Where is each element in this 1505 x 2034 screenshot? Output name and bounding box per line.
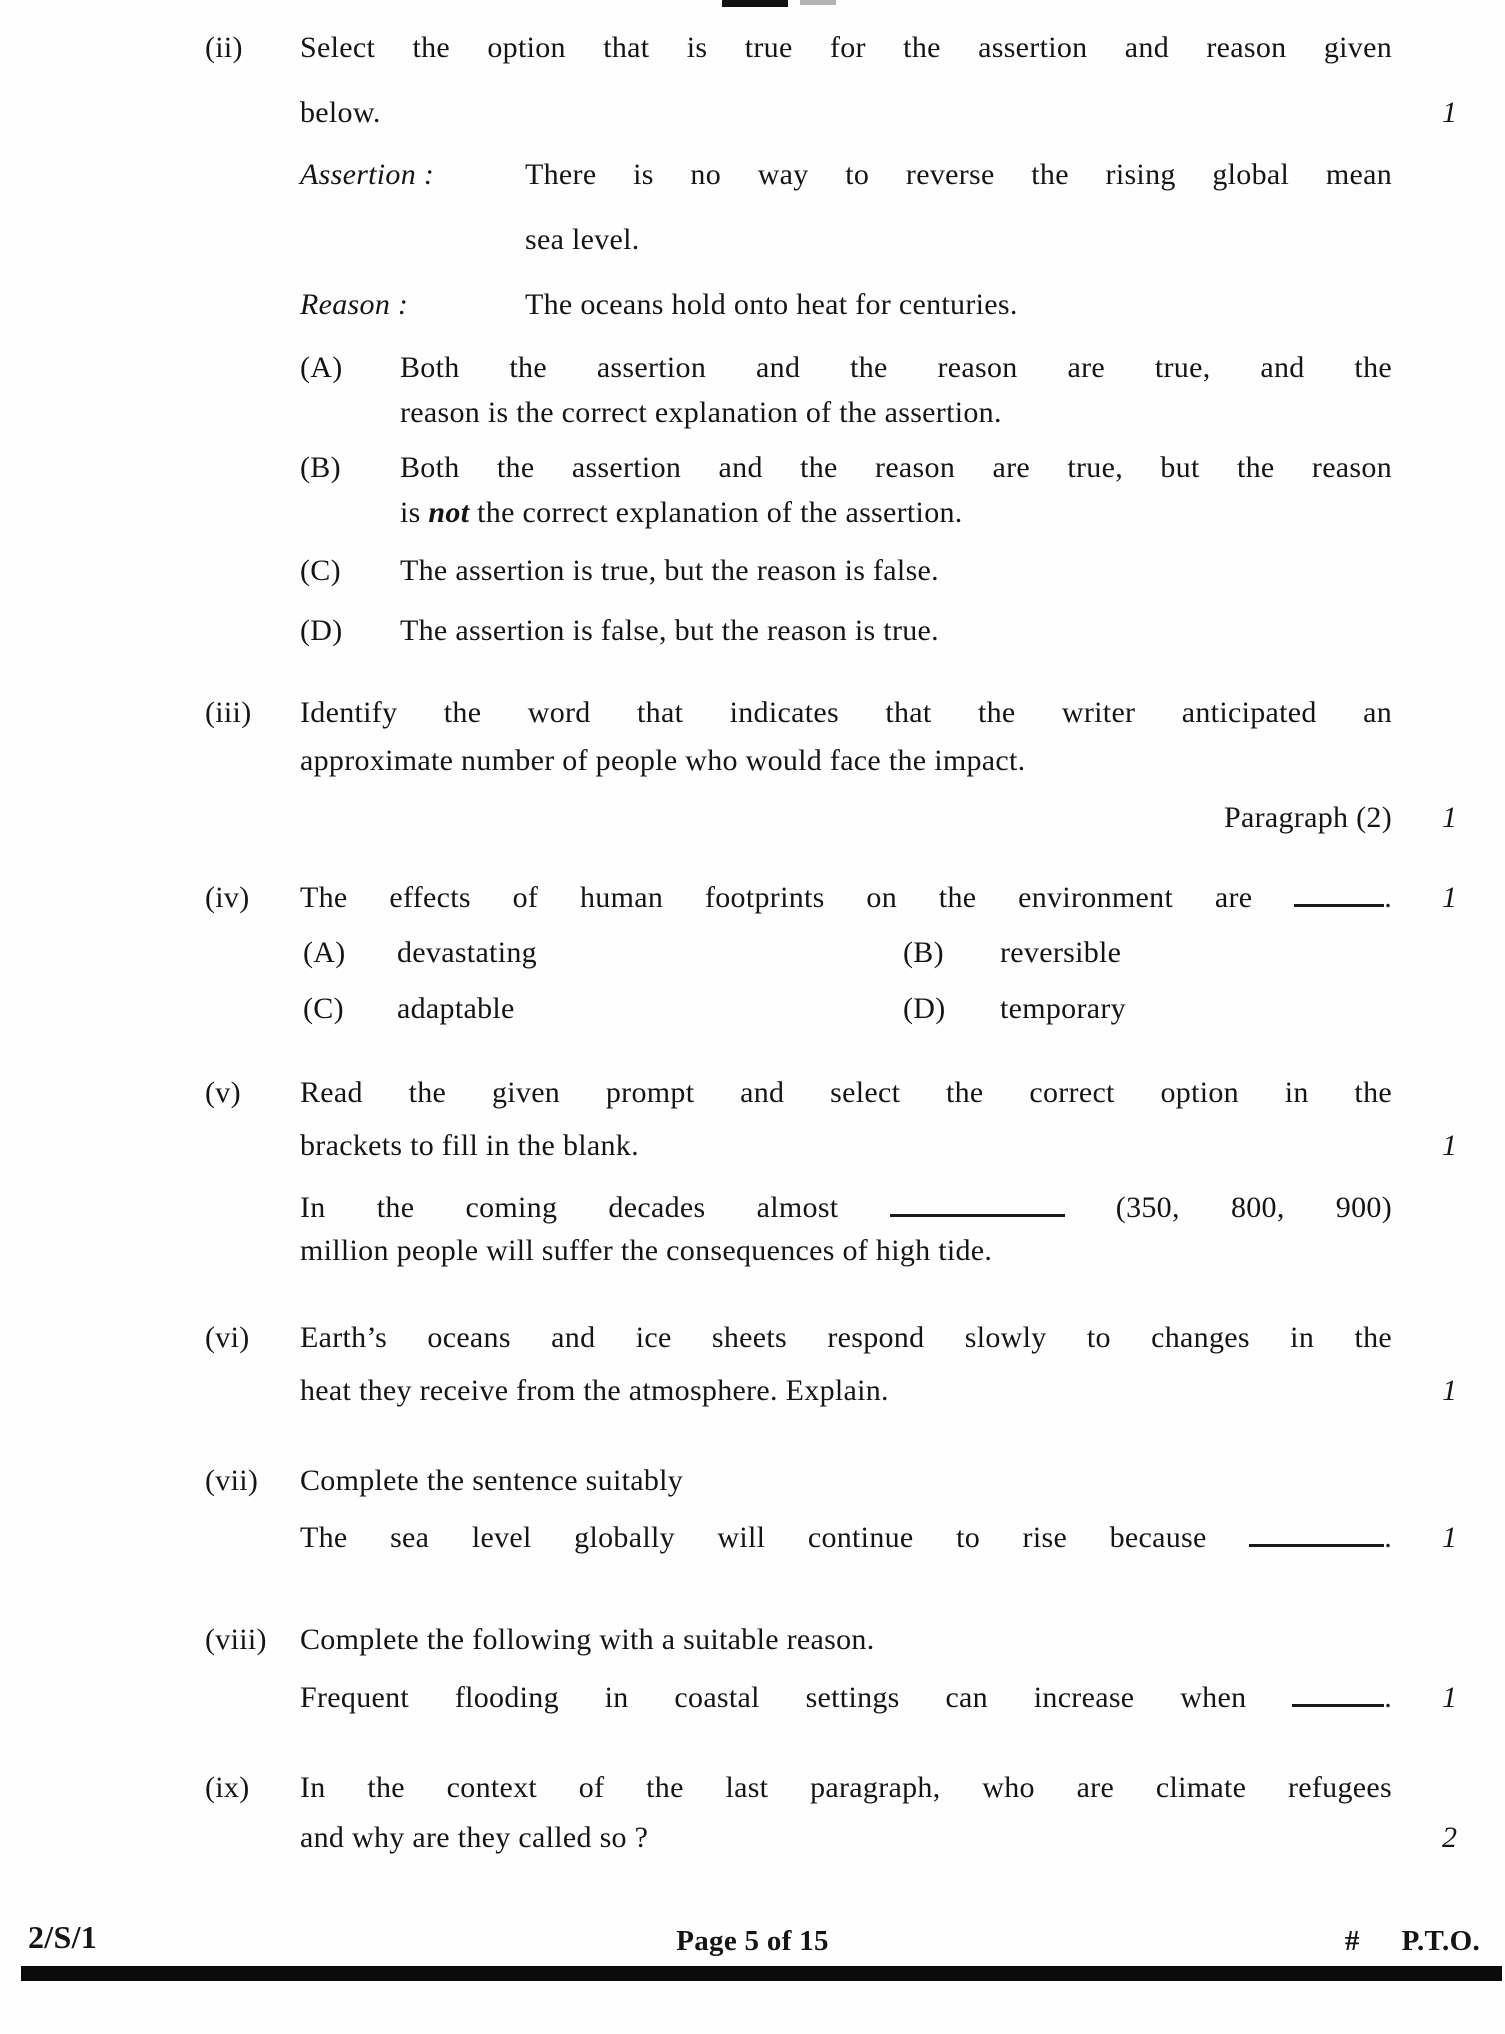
q8-line2-text: Frequent flooding in coastal settings can increase when [300, 1681, 1293, 1714]
q5-prompt-pre: In the coming decades almost [300, 1191, 890, 1224]
q2-option-a-line1: Both the assertion and the reason are true, and the [400, 351, 1392, 384]
q2-option-b-line2-pre: is [400, 496, 429, 529]
q5-prompt-choices: (350, 800, 900) [1064, 1191, 1392, 1224]
q9-line1: In the context of the last paragraph, who are climate refugees [300, 1771, 1392, 1804]
pto-text: P.T.O. [1401, 1925, 1480, 1957]
q7-line2-text: The sea level globally will continue to rise because [300, 1521, 1250, 1554]
q4-stem-period: . [1384, 881, 1392, 914]
q5-line1: Read the given prompt and select the correct option in the [300, 1076, 1392, 1109]
q4-option-d-letter: (D) [903, 992, 946, 1025]
q2-option-c-text: The assertion is true, but the reason is false. [400, 554, 939, 587]
q8-line2 [300, 1678, 1392, 1718]
q2-assertion-line2: sea level. [525, 223, 640, 256]
q2-option-a-letter: (A) [300, 351, 343, 384]
page-number: Page 5 of 15 [676, 1925, 829, 1957]
q3-line1: Identify the word that indicates that the writer anticipated an [300, 696, 1392, 729]
q9-marks: 2 [1442, 1821, 1458, 1854]
q9-number: (ix) [205, 1771, 250, 1804]
q8-number: (viii) [205, 1623, 267, 1656]
q5-marks: 1 [1442, 1129, 1458, 1162]
q7-blank-line [1249, 1538, 1384, 1547]
q8-line2-period: . [1384, 1681, 1392, 1714]
q4-stem-text: The effects of human footprints on the environment are [300, 881, 1295, 914]
q8-line1: Complete the following with a suitable reason. [300, 1623, 875, 1656]
q6-line1: Earth’s oceans and ice sheets respond slowly to changes in the [300, 1321, 1392, 1354]
q3-line2: approximate number of people who would face the impact. [300, 744, 1026, 777]
q8-marks: 1 [1442, 1681, 1458, 1714]
q6-marks: 1 [1442, 1374, 1458, 1407]
q7-line1: Complete the sentence suitably [300, 1464, 684, 1497]
q2-stem-line1: Select the option that is true for the assertion and reason given [300, 31, 1392, 64]
q5-blank-line [890, 1208, 1065, 1217]
hash-mark: # [1344, 1925, 1360, 1957]
q4-option-c-letter: (C) [303, 992, 344, 1025]
paper-code: 2/S/1 [28, 1919, 98, 1955]
q4-stem [300, 878, 1392, 918]
q2-option-d-text: The assertion is false, but the reason is true. [400, 614, 939, 647]
q4-option-d-text: temporary [1000, 992, 1126, 1025]
q4-option-a-text: devastating [397, 936, 537, 969]
q4-blank-line [1294, 898, 1384, 907]
q5-line2: brackets to fill in the blank. [300, 1129, 639, 1162]
q5-prompt-line2: million people will suffer the consequences of high tide. [300, 1234, 993, 1267]
q2-assertion-line1: There is no way to reverse the rising global mean [525, 158, 1392, 191]
q4-number: (iv) [205, 881, 250, 914]
q7-line2 [300, 1518, 1392, 1558]
q2-number: (ii) [205, 31, 243, 64]
q4-option-b-letter: (B) [903, 936, 944, 969]
q7-marks: 1 [1442, 1521, 1458, 1554]
pto-label [1345, 1921, 1480, 1961]
q4-option-c-text: adaptable [397, 992, 515, 1025]
q2-option-b-line2-not: not [428, 496, 470, 529]
scan-edge-bar [21, 1966, 1502, 1981]
q2-option-c-letter: (C) [300, 554, 341, 587]
q4-option-b-text: reversible [1000, 936, 1122, 969]
q9-line2: and why are they called so ? [300, 1821, 649, 1854]
q4-option-a-letter: (A) [303, 936, 346, 969]
q2-option-b-line1: Both the assertion and the reason are true, but the reason [400, 451, 1392, 484]
q2-option-b-letter: (B) [300, 451, 341, 484]
q3-paragraph-ref: Paragraph (2) [1224, 801, 1392, 834]
q2-reason-label: Reason : [300, 288, 409, 321]
cropped-header-fragment [722, 0, 788, 7]
q7-number: (vii) [205, 1464, 259, 1497]
cropped-header-fragment-faint [800, 0, 836, 5]
q2-stem-line2: below. [300, 96, 381, 129]
q3-number: (iii) [205, 696, 252, 729]
q7-line2-period: . [1384, 1521, 1392, 1554]
q2-assertion-label: Assertion : [300, 158, 435, 191]
q2-option-b-line2-post: the correct explanation of the assertion. [469, 496, 963, 529]
q2-reason-text: The oceans hold onto heat for centuries. [525, 288, 1018, 321]
q6-line2: heat they receive from the atmosphere. Explain. [300, 1374, 889, 1407]
q3-marks: 1 [1442, 801, 1458, 834]
q5-number: (v) [205, 1076, 241, 1109]
q2-option-b-line2 [400, 493, 1392, 533]
q2-option-d-letter: (D) [300, 614, 343, 647]
q4-marks: 1 [1442, 881, 1458, 914]
q5-prompt-line1 [300, 1188, 1392, 1228]
q2-option-a-line2: reason is the correct explanation of the assertion. [400, 396, 1002, 429]
q6-number: (vi) [205, 1321, 250, 1354]
q2-marks: 1 [1442, 96, 1458, 129]
q8-blank-line [1292, 1698, 1384, 1707]
